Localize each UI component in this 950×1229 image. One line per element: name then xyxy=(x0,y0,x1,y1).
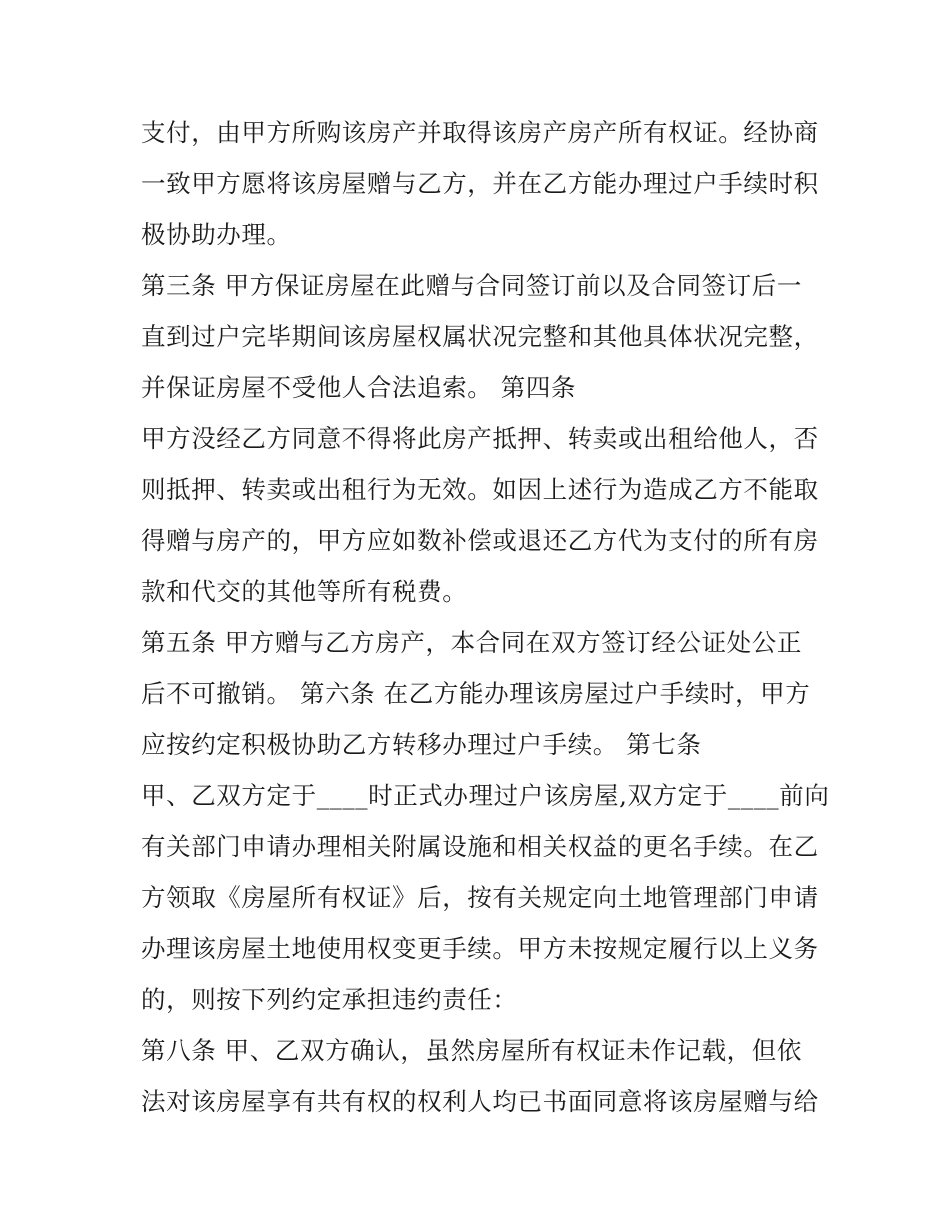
text-line: 则抵押、转卖或出租行为无效。如因上述行为造成乙方不能取 xyxy=(141,475,819,504)
text-line: 甲方没经乙方同意不得将此房产抵押、转卖或出租给他人，否 xyxy=(141,424,819,453)
text-line: 第三条 甲方保证房屋在此赠与合同签订前以及合同签订后一 xyxy=(141,271,802,300)
text-line: 法对该房屋享有共有权的权利人均已书面同意将该房屋赠与给 xyxy=(141,1087,819,1116)
text-line: 办理该房屋土地使用权变更手续。甲方未按规定履行以上义务 xyxy=(141,934,819,963)
text-line: 并保证房屋不受他人合法追索。 第四条 xyxy=(141,373,577,402)
text-line: 应按约定积极协助乙方转移办理过户手续。 第七条 xyxy=(141,730,702,759)
text-line: 极协助办理。 xyxy=(141,220,292,249)
text-line: 一致甲方愿将该房屋赠与乙方，并在乙方能办理过户手续时积 xyxy=(141,169,819,198)
text-line: 有关部门申请办理相关附属设施和相关权益的更名手续。在乙 xyxy=(141,832,819,861)
text-line: 第五条 甲方赠与乙方房产，本合同在双方签订经公证处公正 xyxy=(141,628,802,657)
text-line: 得赠与房产的，甲方应如数补偿或退还乙方代为支付的所有房 xyxy=(141,526,819,555)
text-line: 直到过户完毕期间该房屋权属状况完整和其他具体状况完整， xyxy=(141,322,819,351)
text-line: 支付，由甲方所购该房产并取得该房产房产所有权证。经协商 xyxy=(141,118,819,147)
document-body xyxy=(141,107,830,1127)
text-line: 甲、乙双方定于____时正式办理过户该房屋,双方定于____前向 xyxy=(141,781,830,810)
text-line: 第八条 甲、乙双方确认，虽然房屋所有权证未作记载，但依 xyxy=(141,1036,802,1065)
text-line: 方领取《房屋所有权证》后，按有关规定向土地管理部门申请 xyxy=(141,883,819,912)
text-line: 款和代交的其他等所有税费。 xyxy=(141,577,468,606)
text-line: 后不可撤销。 第六条 在乙方能办理该房屋过户手续时，甲方 xyxy=(141,679,811,708)
text-line: 的，则按下列约定承担违约责任： xyxy=(141,985,518,1014)
